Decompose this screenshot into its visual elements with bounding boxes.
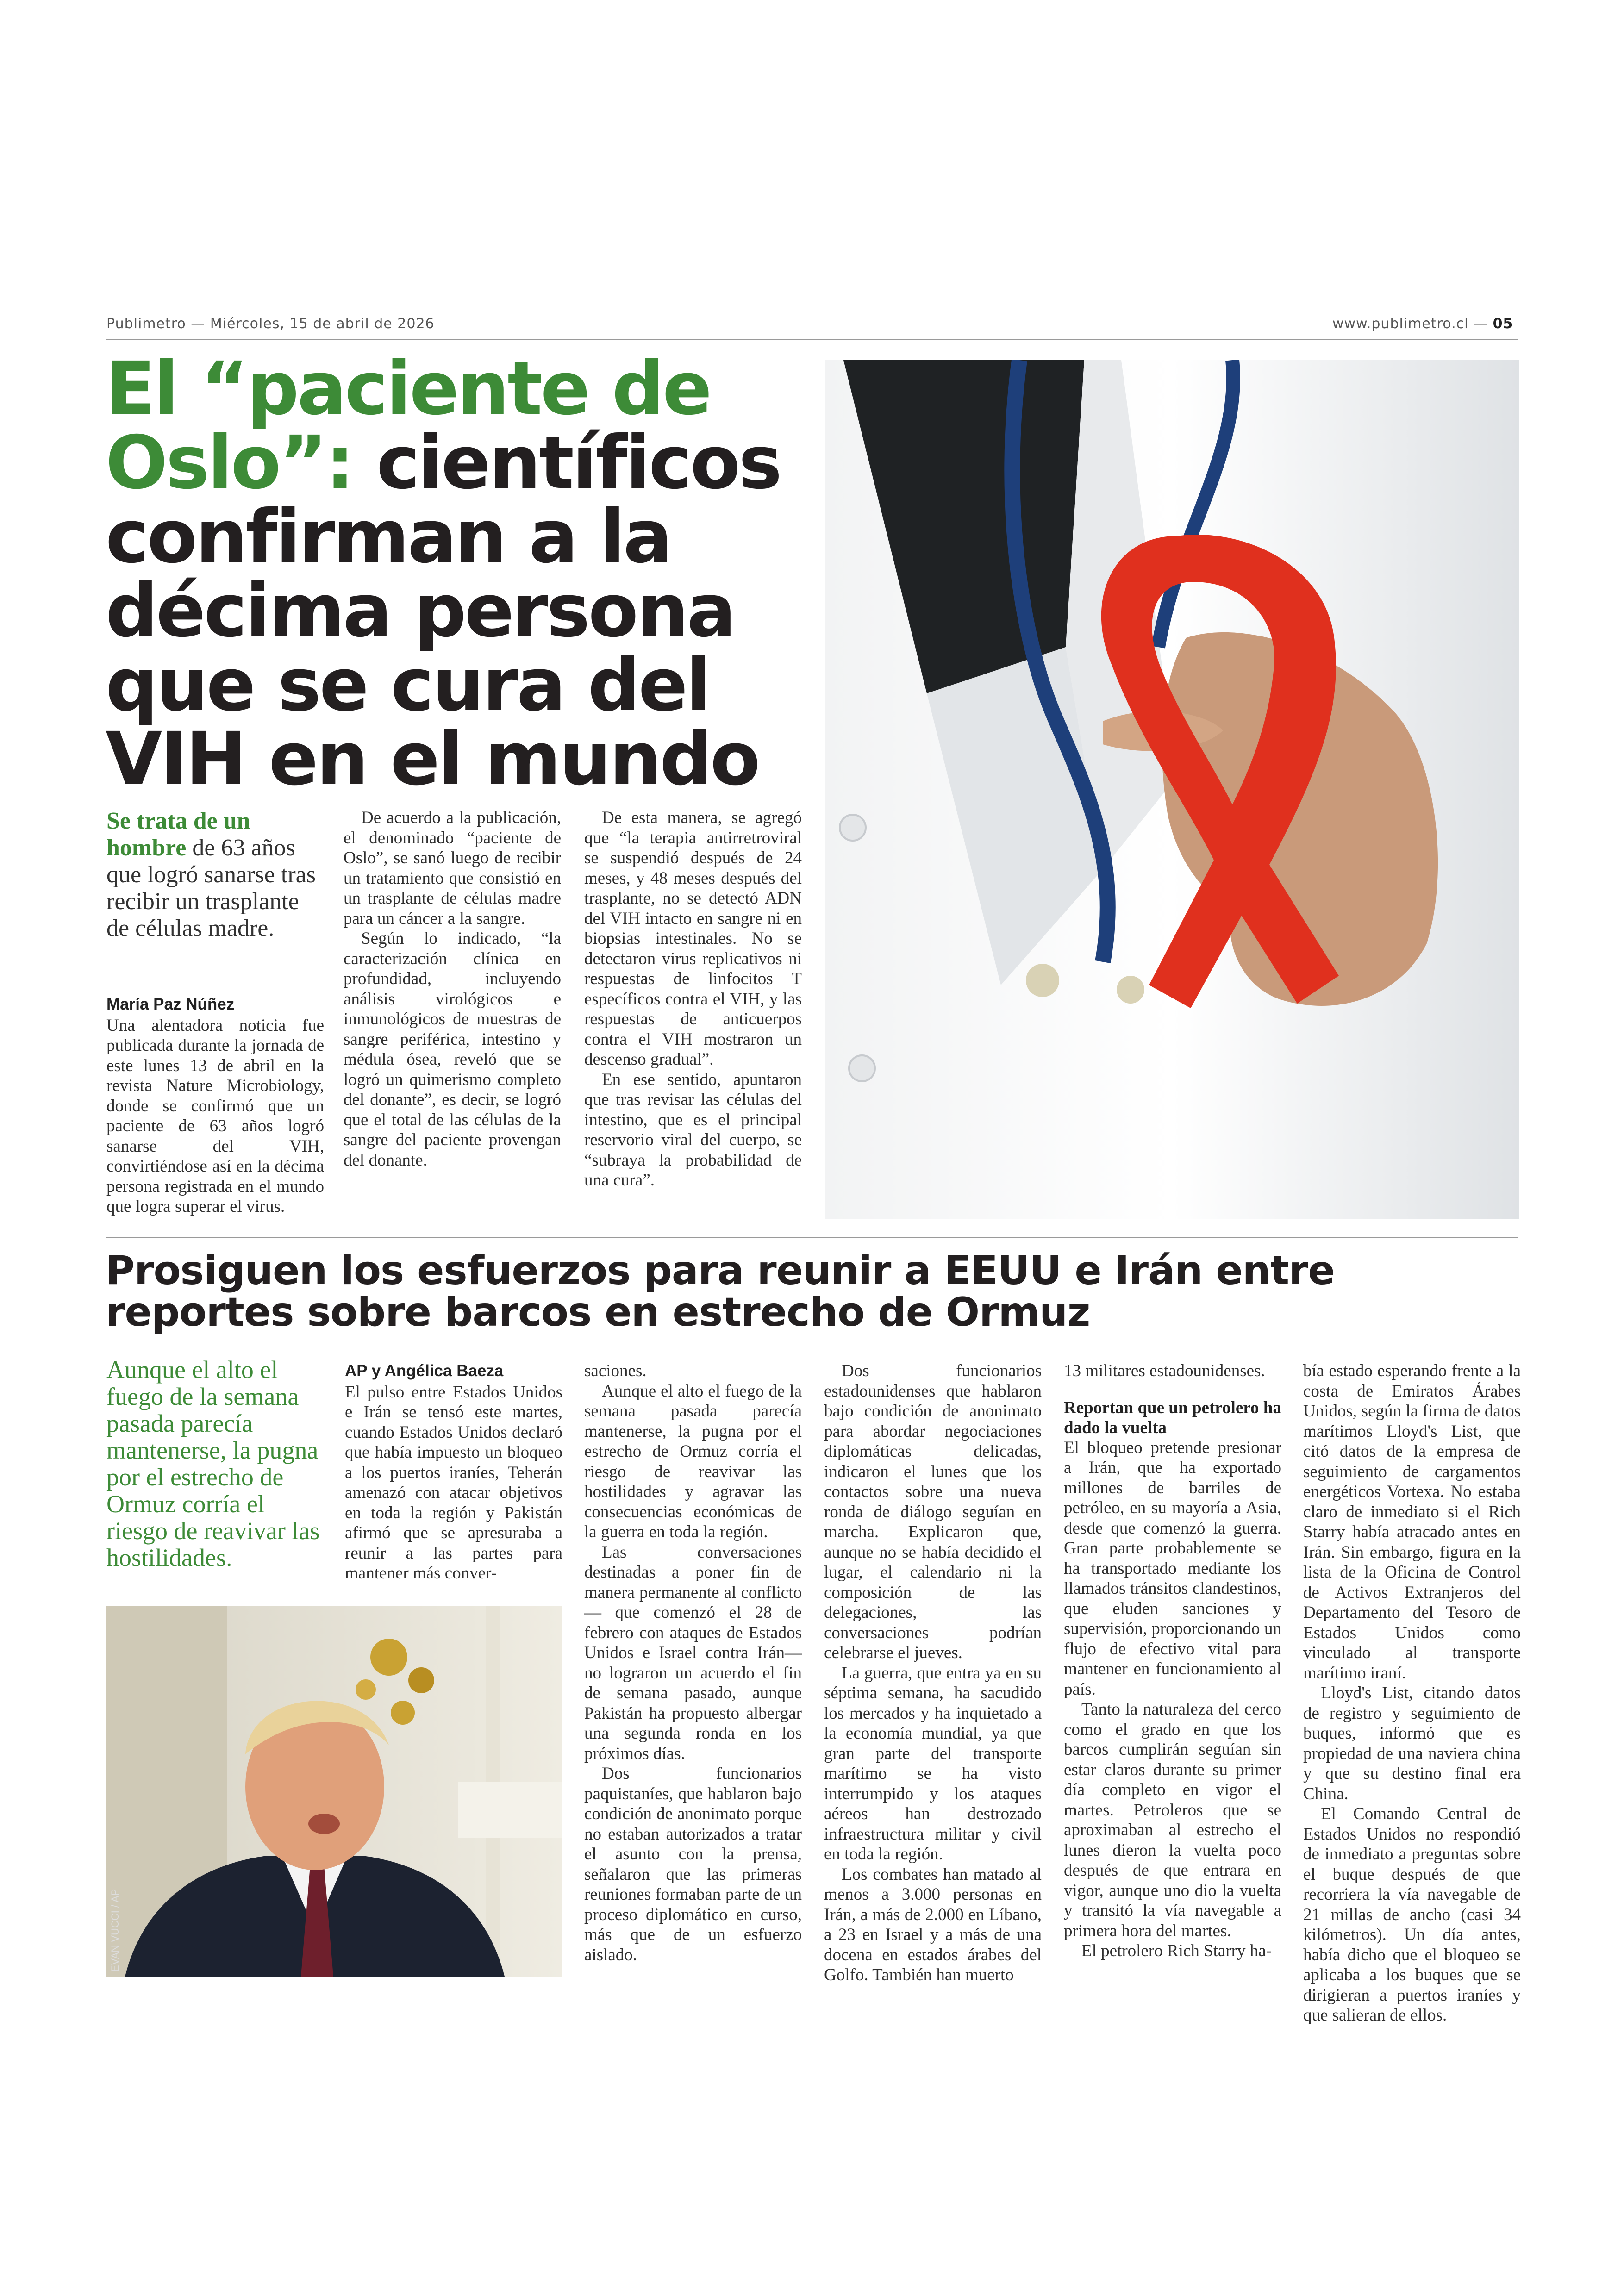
ribbon-doctor-photo bbox=[825, 360, 1519, 1219]
article2-column-4 bbox=[1064, 1361, 1281, 1961]
paragraph: De esta manera, se agregó que “la terapia antirretroviral se suspendió después de 24 meses, y 48 meses después del trasplante, no se detectó ADN del VIH intacto en sangre ni en biopsias intestinales. No se detectaron virus replicativos ni respuestas de linfocitos T específicos contra el VIH, y las respuestas de anticuerpos contra el VIH mostraron un descenso gradual”. bbox=[584, 808, 802, 1069]
paragraph: Aunque el alto el fuego de la semana pasada parecía mantenerse, la pugna por el estrecho de Ormuz corría el riesgo de reavivar las hostilidades y agravar las consecuencias económicas de la guerra en toda la región. bbox=[584, 1381, 802, 1541]
article2-headline: Prosiguen los esfuerzos para reunir a EEUU e Irán entre reportes sobre barcos en estrecho de Ormuz bbox=[106, 1247, 1335, 1335]
author-byline: AP y Angélica Baeza bbox=[345, 1362, 504, 1380]
header-rule bbox=[106, 339, 1518, 340]
paragraph: saciones. bbox=[584, 1361, 647, 1380]
paragraph: 13 militares estadounidenses. bbox=[1064, 1361, 1265, 1380]
article2-subhead: Reportan que un petrolero ha dado la vuelta bbox=[1064, 1398, 1281, 1437]
paragraph: Los combates han matado al menos a 3.000 personas en Irán, a más de 2.000 en Líbano, a 23 en Israel y a más de una docena en estados árabes del Golfo. También han muerto bbox=[824, 1865, 1042, 1984]
article2-column-1 bbox=[345, 1361, 562, 1584]
deck-lead: Se trata de un hombre bbox=[106, 808, 250, 861]
article1-deck bbox=[106, 808, 324, 942]
folio-right bbox=[1332, 316, 1513, 332]
paragraph: Lloyd's List, citando datos de registro y seguimiento de buques, informó que es propiedad de una naviera china y que su destino final era China. bbox=[1303, 1684, 1521, 1803]
author-byline: María Paz Núñez bbox=[106, 995, 235, 1013]
article1-column-3 bbox=[584, 808, 802, 1191]
speaker-photo bbox=[106, 1606, 562, 1977]
paragraph: De acuerdo a la publicación, el denominado “paciente de Oslo”, se sanó luego de recibir un tratamiento que consistió en un trasplante de células madre para un cáncer a la sangre. bbox=[344, 808, 561, 928]
article2-deck: Aunque el alto el fuego de la semana pasada parecía mantenerse, la pugna por el estrecho de Ormuz corría el riesgo de reavivar las hostilidades. bbox=[106, 1356, 320, 1572]
paragraph: El Comando Central de Estados Unidos no respondió de inmediato a preguntas sobre el buque después de que recorriera la vía navegable de 21 millas de ancho (casi 34 kilómetros). Un día antes, había dicho que el bloqueo se aplicaba a los buques que se dirigieran a puertos iraníes y que salieran de ellos. bbox=[1303, 1804, 1521, 2025]
paragraph: El bloqueo pretende presionar a Irán, que ha exportado millones de barriles de petróleo, en su mayoría a Asia, desde que comenzó la guerra. Gran parte probablemente se ha transportado mediante los llamados tránsitos clandestinos, que eluden sanciones y supervisión, proporcionando un flujo de efectivo vital para mantener en funcionamiento al país. bbox=[1064, 1438, 1281, 1699]
paragraph: En ese sentido, apuntaron que tras revisar las células del intestino, que es el principal reservorio viral del cuerpo, se “subraya la probabilidad de una cura”. bbox=[584, 1070, 802, 1190]
page-number: 05 bbox=[1493, 316, 1513, 332]
paragraph: Tanto la naturaleza del cerco como el grado en que los barcos cumplirán seguían sin estar claros durante su primer día completo en vigor el martes. Petroleros que se aproximaban al estrecho el lunes dieron la vuelta poco después de que entrara en vigor, aunque uno dio la vuelta y transitó la vía navegable a primera hora del martes. bbox=[1064, 1700, 1281, 1940]
paragraph: bía estado esperando frente a la costa de Emiratos Árabes Unidos, según la firma de datos marítimos Lloyd's List, que citó datos de la empresa de seguimiento de cargamentos energéticos Vortexa. No estaba claro de inmediato si el Rich Starry había atracado antes en Irán. Sin embargo, figura en la lista de la Oficina de Control de Activos Extranjeros del Departamento del Tesoro de Estados Unidos como vinculado al transporte marítimo iraní. bbox=[1303, 1361, 1521, 1683]
article2-column-5 bbox=[1303, 1361, 1521, 2026]
folio-left: Publimetro — Miércoles, 15 de abril de 2026 bbox=[106, 316, 435, 332]
article1-column-1 bbox=[106, 994, 324, 1217]
paragraph: Según lo indicado, “la caracterización clínica en profundidad, incluyendo análisis virológicos e inmunológicos de muestras de sangre periférica, intestino y médula ósea, reveló que se logró un quimerismo completo del donante”, es decir, se logró que el total de las células de la sangre del paciente provengan del donante. bbox=[344, 929, 561, 1170]
paragraph: El petrolero Rich Starry ha- bbox=[1081, 1941, 1272, 1960]
deck-rest: de 63 años que logró sanarse tras recibir un trasplante de células madre. bbox=[106, 835, 316, 942]
paragraph: El pulso entre Estados Unidos e Irán se tensó este martes, cuando Estados Unidos declaró que había impuesto un bloqueo a los puertos iraníes, Teherán amenazó con atacar objetivos en toda la región y Pakistán afirmó que se apresuraba a reunir a las partes para mantener más conver- bbox=[345, 1382, 562, 1583]
paragraph: Una alentadora noticia fue publicada durante la jornada de este lunes 13 de abril en la revista Nature Microbiology, donde se confirmó que un paciente de 63 años logró sanarse del VIH, convirtiéndose así en la décima persona registrada en el mundo que logra superar el virus. bbox=[106, 1016, 324, 1216]
paragraph: Dos funcionarios estadounidenses que hablaron bajo condición de anonimato para abordar negociaciones diplomáticas delicadas, indicaron el lunes que los contactos sobre una nueva ronda de diálogo seguían en marcha. Explicaron que, aunque no se había decidido el lugar, el calendario ni la composición de las delegaciones, las conversaciones podrían celebrarse el jueves. bbox=[824, 1361, 1042, 1662]
site-url: www.publimetro.cl — bbox=[1332, 316, 1488, 332]
speaker-photo-frame bbox=[106, 1606, 562, 1977]
article1-headline bbox=[106, 346, 823, 802]
article2-column-3 bbox=[824, 1361, 1042, 1985]
paragraph: La guerra, que entra ya en su séptima semana, ha sacudido los mercados y ha inquietado a la economía mundial, ya que gran parte del transporte marítimo se ha visto interrumpido y los ataques aéreos han destrozado infraestructura militar y civil en toda la región. bbox=[824, 1663, 1042, 1864]
headline-rest: científicos confirman a la décima persona que se cura del VIH en el mundo bbox=[106, 420, 781, 802]
article2-column-2 bbox=[584, 1361, 802, 1965]
photo-credit: EVAN VUCCI / AP bbox=[109, 1889, 121, 1972]
headline-green-part: El “paciente de Oslo”: bbox=[106, 346, 711, 505]
article1-column-2 bbox=[344, 808, 561, 1170]
red-ribbon-photo bbox=[825, 360, 1519, 1219]
section-divider bbox=[106, 1237, 1518, 1238]
paragraph: Las conversaciones destinadas a poner fin de manera permanente al conflicto — que comenzó el 28 de febrero con ataques de Estados Unidos e Israel contra Irán— no lograron un acuerdo el fin de semana pasado, aunque Pakistán ha propuesto albergar una segunda ronda en los próximos días. bbox=[584, 1542, 802, 1763]
paragraph: Dos funcionarios paquistaníes, que hablaron bajo condición de anonimato porque no estaban autorizados a tratar el asunto con la prensa, señalaron que las primeras reuniones formaban parte de un proceso diplomático en curso, más que de un esfuerzo aislado. bbox=[584, 1764, 802, 1964]
